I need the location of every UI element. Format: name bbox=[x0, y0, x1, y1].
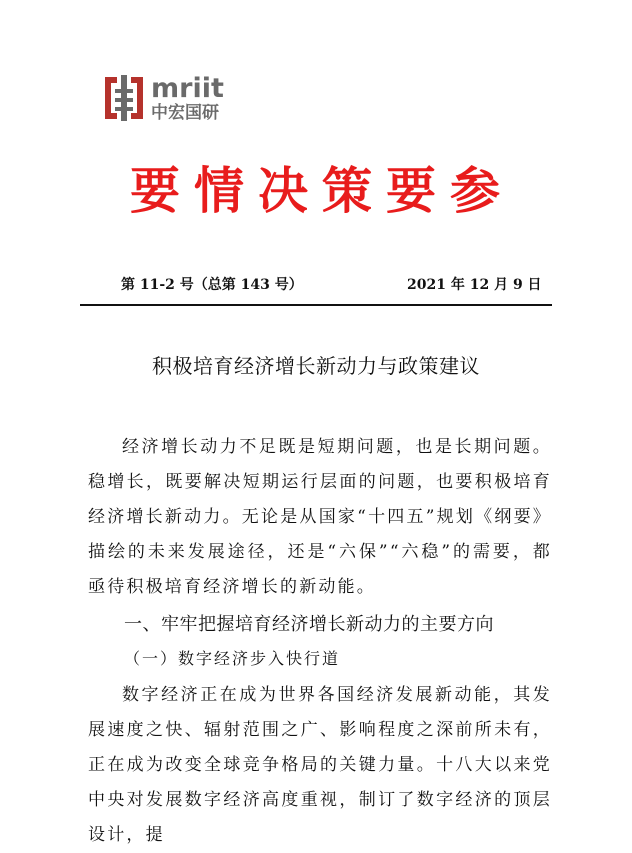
header-divider bbox=[80, 304, 552, 306]
issue-number: 第 11-2 号（总第 143 号） bbox=[121, 277, 303, 293]
logo-english-name: mriit bbox=[151, 72, 224, 104]
logo-chinese-name: 中宏国研 bbox=[151, 102, 219, 123]
publisher-logo bbox=[101, 72, 224, 124]
masthead-title: 要情决策要参 bbox=[130, 162, 514, 220]
subsection-heading: （一）数字经济步入快行道 bbox=[124, 649, 341, 668]
intro-paragraph: 经济增长动力不足既是短期问题，也是长期问题。稳增长，既要解决短期运行层面的问题，也要积极培育经济增长新动力。无论是从国家“十四五”规划《纲要》描绘的未来发展途径，还是“六保”“六稳”的需要，都亟待积极培育经济增长的新动能。 bbox=[88, 437, 552, 597]
subsection-paragraph: 数字经济正在成为世界各国经济发展新动能，其发展速度之快、辐射范围之广、影响程度之深前所未有，正在成为改变全球竞争格局的关键力量。十八大以来党中央对发展数字经济高度重视，制订了数字经济的顶层设计，提 bbox=[88, 685, 552, 845]
mriit-logo-icon bbox=[101, 73, 147, 123]
article-title: 积极培育经济增长新动力与政策建议 bbox=[152, 354, 480, 378]
issue-info bbox=[0, 274, 632, 296]
section-heading: 一、牢牢把握培育经济增长新动力的主要方向 bbox=[124, 614, 494, 635]
issue-date: 2021 年 12 月 9 日 bbox=[407, 277, 542, 293]
